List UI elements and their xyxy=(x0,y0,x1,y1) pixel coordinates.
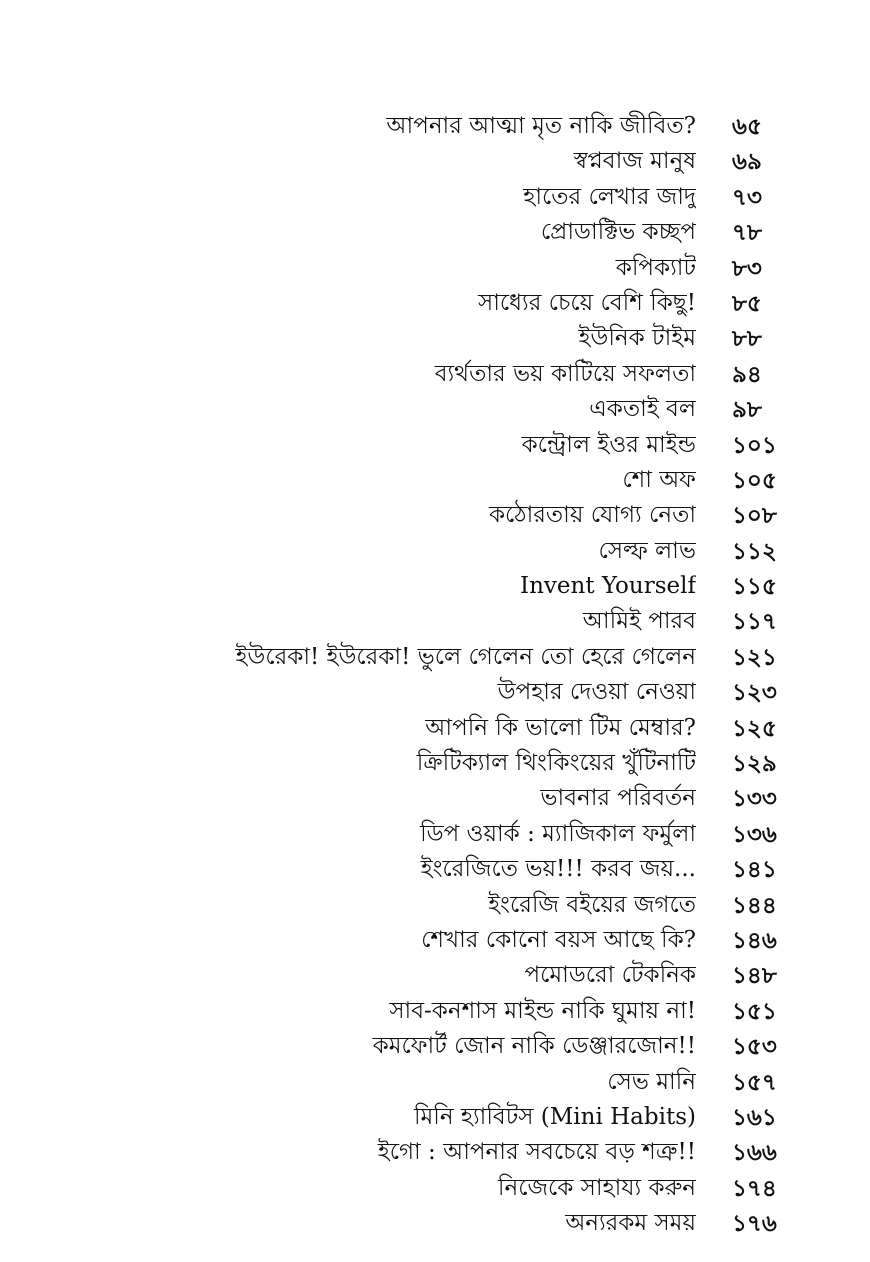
toc-entry-title: কঠোরতায় যোগ্য নেতা xyxy=(488,502,696,529)
toc-entry xyxy=(0,852,870,887)
toc-entry-title: ভাবনার পরিবর্তন xyxy=(540,785,696,812)
toc-entry xyxy=(0,640,870,675)
toc-entry xyxy=(0,923,870,958)
toc-entry-page: ১৫১ xyxy=(732,997,777,1025)
toc-entry-page: ১৫৭ xyxy=(732,1068,777,1096)
toc-entry-title: সেল্ফ লাভ xyxy=(598,537,696,564)
toc-entry-title: আপনার আত্মা মৃত নাকি জীবিত? xyxy=(386,113,696,139)
toc-entry xyxy=(0,817,870,852)
toc-entry xyxy=(0,1065,870,1100)
toc-entry xyxy=(0,746,870,781)
toc-entry-title: ইংরেজি বইয়ের জগতে xyxy=(488,891,696,918)
toc-entry xyxy=(0,1100,870,1135)
toc-entry-page: ৮৩ xyxy=(732,254,762,282)
toc-entry-title: সাধ্যের চেয়ে বেশি কিছু! xyxy=(478,289,696,316)
toc-entry-page: ৯৪ xyxy=(732,360,762,388)
toc-entry-title: হাতের লেখার জাদু xyxy=(523,183,696,210)
toc-entry xyxy=(0,781,870,816)
toc-entry-page: ১২৯ xyxy=(732,750,777,778)
toc-entry-page: ৭৮ xyxy=(732,219,762,247)
toc-entry xyxy=(0,463,870,498)
toc-entry-page: ১২৫ xyxy=(732,714,777,742)
toc-entry-page: ৮৮ xyxy=(732,325,762,353)
toc-entry xyxy=(0,604,870,639)
toc-entry-title: কমফোর্ট জোন নাকি ডেঞ্জারজোন!! xyxy=(372,1033,696,1060)
toc-entry xyxy=(0,1171,870,1206)
toc-entry-title: সেভ মানি xyxy=(607,1068,696,1095)
toc-entry-title: সাব-কনশাস মাইন্ড নাকি ঘুমায় না! xyxy=(389,997,696,1024)
toc-entry xyxy=(0,357,870,392)
toc-entry-title: ইউরেকা! ইউরেকা! ভুলে গেলেন তো হেরে গেলেন xyxy=(235,643,696,670)
toc-entry-page: ১৪৬ xyxy=(732,926,777,954)
toc-entry-title: ইউনিক টাইম xyxy=(578,325,696,352)
toc-entry-title: আমিই পারব xyxy=(582,608,696,635)
toc-entry-page: ৮৫ xyxy=(732,289,762,317)
toc-entry-page: ১৬৬ xyxy=(732,1139,777,1167)
toc-entry xyxy=(0,215,870,250)
toc-entry xyxy=(0,569,870,604)
toc-entry xyxy=(0,958,870,993)
toc-entry-page: ১১৭ xyxy=(732,608,777,636)
toc-entry-page: ৬৯ xyxy=(732,148,762,176)
toc-entry-title: শেখার কোনো বয়স আছে কি? xyxy=(421,926,696,953)
toc-entry-page: ১১৫ xyxy=(732,573,777,601)
toc-entry-page: ১৪১ xyxy=(732,856,777,884)
toc-entry-title: ডিপ ওয়ার্ক : ম্যাজিকাল ফর্মুলা xyxy=(420,820,696,847)
toc-entry-title: কপিক্যাট xyxy=(615,254,696,281)
toc-entry-page: ৬৫ xyxy=(732,113,762,140)
toc-entry-page: ১৫৩ xyxy=(732,1033,777,1061)
toc-entry-page: ১৪৪ xyxy=(732,891,777,919)
toc-entry xyxy=(0,392,870,427)
toc-entry-page: ৯৮ xyxy=(732,396,762,424)
toc-entry-page: ১২১ xyxy=(732,643,777,671)
toc-entry xyxy=(0,888,870,923)
toc-entry xyxy=(0,994,870,1029)
toc-entry-page: ১৬১ xyxy=(732,1103,777,1131)
toc-entry-page: ১৭৪ xyxy=(732,1174,777,1202)
toc-entry xyxy=(0,180,870,215)
toc-entry-page: ১০৫ xyxy=(732,466,777,494)
toc-entry xyxy=(0,1206,870,1241)
toc-entry-page: ১২৩ xyxy=(732,679,777,707)
toc-entry-page: ৭৩ xyxy=(732,183,762,211)
toc-entry-page: ১৭৬ xyxy=(732,1210,777,1238)
toc-entry-title: ইংরেজিতে ভয়!!! করব জয়... xyxy=(420,856,696,883)
table-of-contents xyxy=(0,109,870,1242)
toc-entry-page: ১৪৮ xyxy=(732,962,777,990)
toc-entry xyxy=(0,1029,870,1064)
toc-entry-title: প্রোডাক্টিভ কচ্ছপ xyxy=(540,219,696,246)
toc-entry-title: অন্যরকম সময় xyxy=(565,1210,696,1237)
toc-entry-title: পমোডরো টেকনিক xyxy=(524,962,696,989)
toc-entry-title: একতাই বল xyxy=(589,396,696,423)
toc-entry xyxy=(0,1135,870,1170)
toc-entry-page: ১৩৬ xyxy=(732,820,777,848)
toc-entry xyxy=(0,428,870,463)
toc-entry-title: ক্রিটিক্যাল থিংকিংয়ের খুঁটিনাটি xyxy=(416,750,696,777)
toc-entry-title: ইগো : আপনার সবচেয়ে বড় শত্রু!! xyxy=(377,1139,696,1166)
toc-entry xyxy=(0,498,870,533)
toc-entry-page: ১০১ xyxy=(732,431,777,459)
toc-entry-title: স্বপ্নবাজ মানুষ xyxy=(573,148,696,175)
toc-entry-title: শো অফ xyxy=(622,466,696,493)
toc-entry xyxy=(0,251,870,286)
toc-entry xyxy=(0,109,870,144)
toc-entry-title: ব্যর্থতার ভয় কাটিয়ে সফলতা xyxy=(434,360,696,387)
toc-entry-page: ১৩৩ xyxy=(732,785,777,813)
toc-entry-title: নিজেকে সাহায্য করুন xyxy=(497,1174,696,1201)
toc-entry xyxy=(0,144,870,179)
toc-entry-page: ১১২ xyxy=(732,537,777,565)
toc-entry xyxy=(0,534,870,569)
toc-entry xyxy=(0,675,870,710)
toc-entry xyxy=(0,321,870,356)
toc-entry xyxy=(0,711,870,746)
toc-entry-title: আপনি কি ভালো টিম মেম্বার? xyxy=(425,714,696,741)
toc-entry-title: Invent Yourself xyxy=(520,573,696,600)
toc-entry xyxy=(0,286,870,321)
toc-entry-page: ১০৮ xyxy=(732,502,777,530)
toc-entry-title: কন্ট্রোল ইওর মাইন্ড xyxy=(521,431,696,458)
toc-entry-title: মিনি হ্যাবিটস (Mini Habits) xyxy=(413,1103,696,1130)
toc-entry-title: উপহার দেওয়া নেওয়া xyxy=(497,679,696,706)
